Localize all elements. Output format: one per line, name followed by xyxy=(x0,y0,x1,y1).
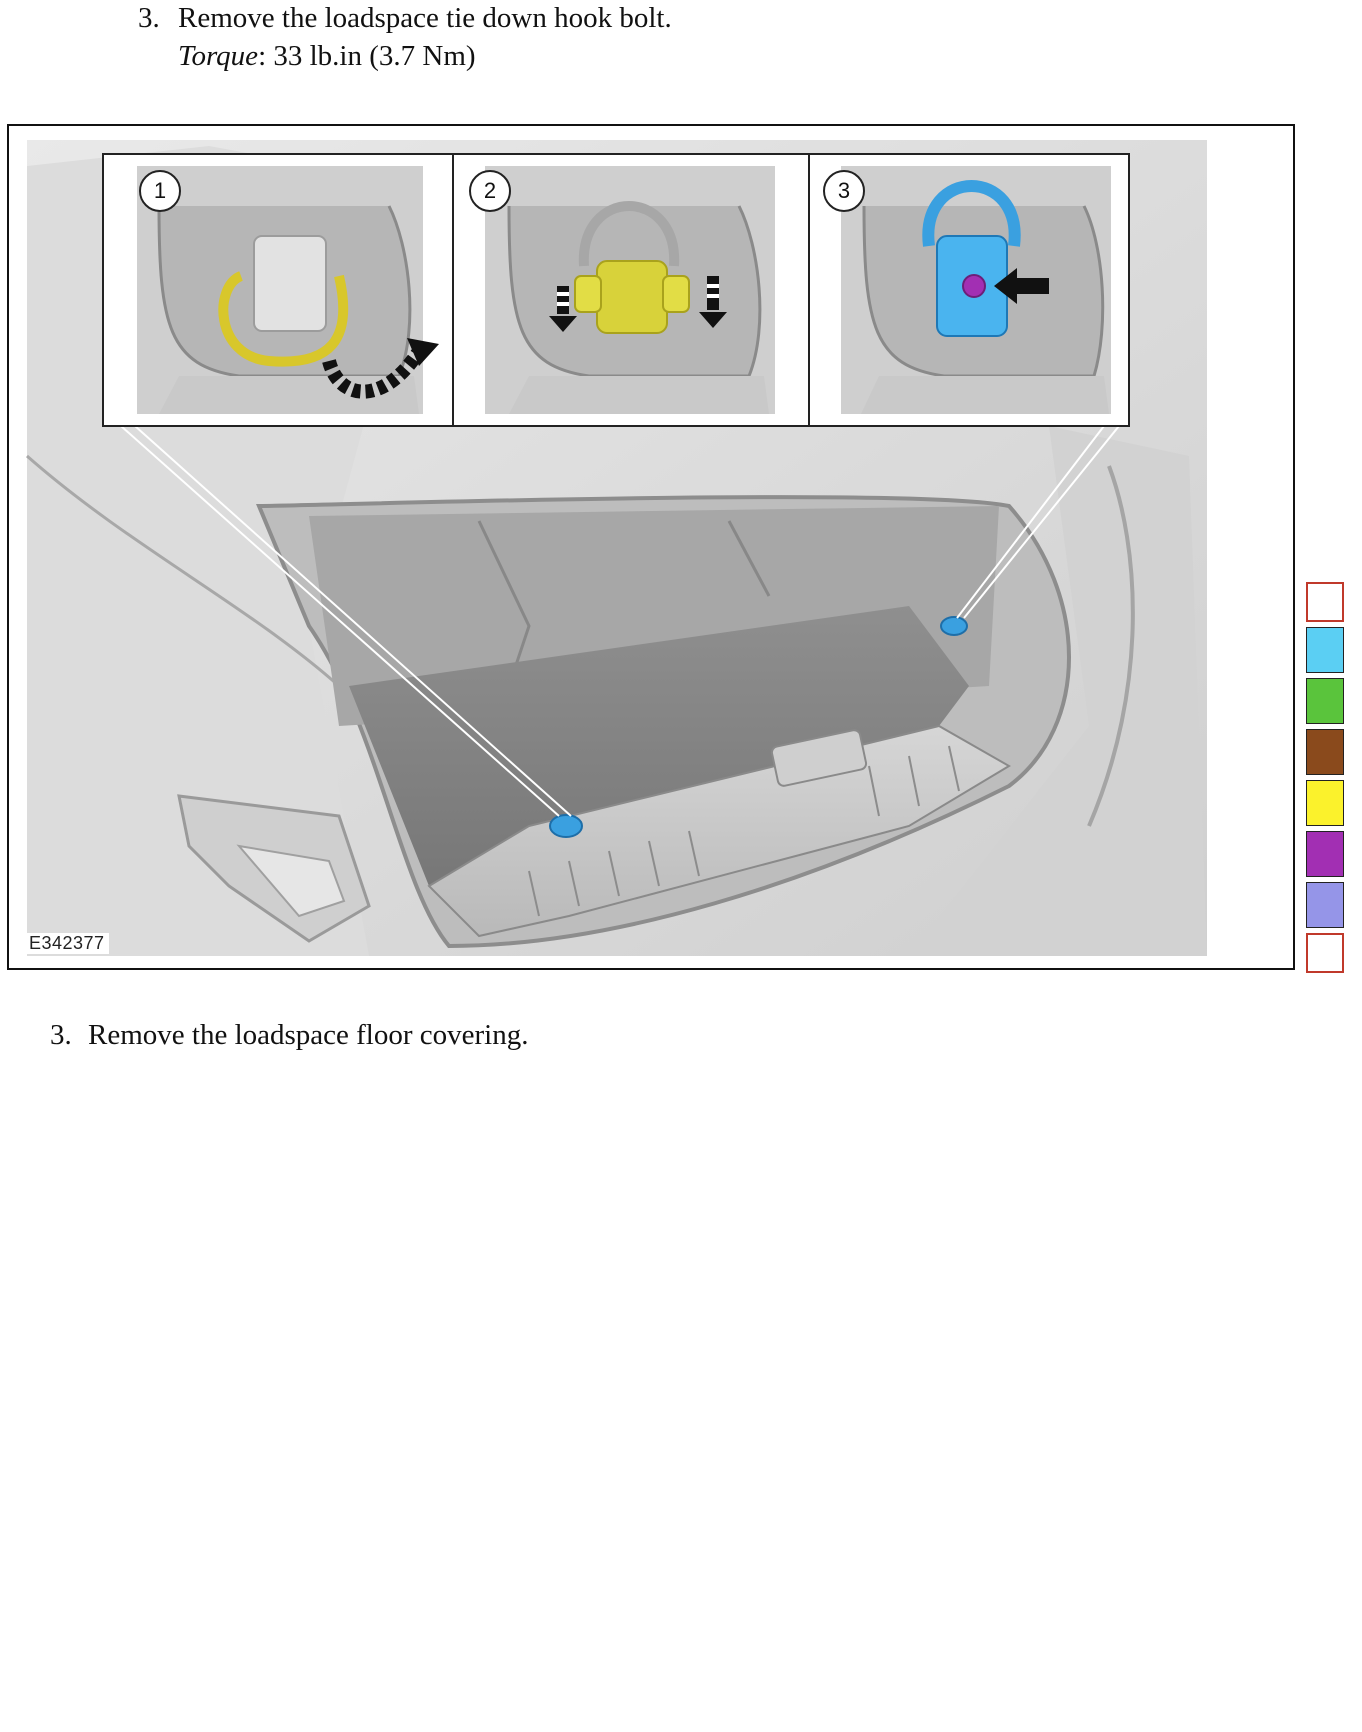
step-remove-hook-bolt xyxy=(138,0,672,36)
swatch-brown[interactable] xyxy=(1306,729,1344,775)
illustration-loadspace-tie-down xyxy=(7,124,1295,970)
swatch-yellow[interactable] xyxy=(1306,780,1344,826)
torque-value: : 33 lb.in (3.7 Nm) xyxy=(258,40,476,72)
swatch-blue[interactable] xyxy=(1306,627,1344,673)
step-number: 3. xyxy=(50,1019,72,1051)
swatch-lavender[interactable] xyxy=(1306,882,1344,928)
callout-1: 1 xyxy=(139,170,181,212)
swatch-empty-bottom[interactable] xyxy=(1306,933,1344,973)
step-number: 3. xyxy=(138,2,160,34)
torque-label: Torque xyxy=(178,40,259,72)
step-text: Remove the loadspace floor covering. xyxy=(88,1019,529,1051)
callout-2: 2 xyxy=(469,170,511,212)
torque-spec xyxy=(178,38,476,74)
car-rear-drawing xyxy=(9,126,1295,970)
swatch-purple[interactable] xyxy=(1306,831,1344,877)
color-key xyxy=(1306,582,1346,978)
step-remove-floor-covering xyxy=(50,1017,528,1053)
step-text: Remove the loadspace tie down hook bolt. xyxy=(178,2,672,34)
figure-id: E342377 xyxy=(25,933,109,954)
swatch-green[interactable] xyxy=(1306,678,1344,724)
swatch-empty-top[interactable] xyxy=(1306,582,1344,622)
callout-3: 3 xyxy=(823,170,865,212)
